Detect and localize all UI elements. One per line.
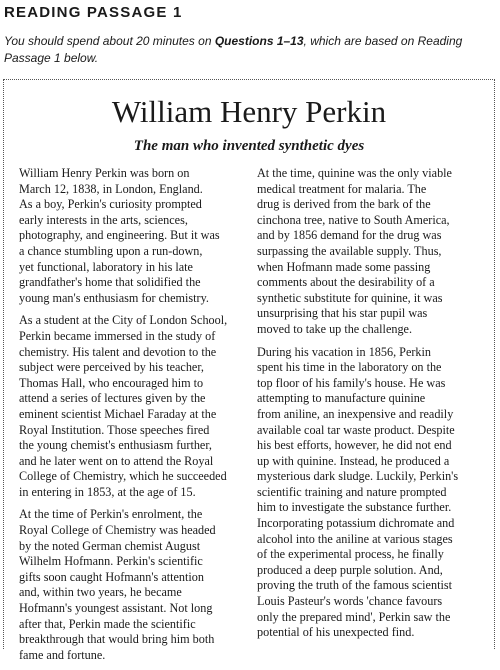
paragraph-line: alcohol into the aniline at various stages bbox=[257, 531, 453, 546]
paragraph-line: proving the truth of the famous scientist bbox=[257, 578, 452, 593]
paragraph-line: produced a deep purple solution. And, bbox=[257, 562, 443, 577]
right-column bbox=[257, 166, 489, 648]
paragraph-line: photography, and engineering. But it was bbox=[19, 228, 220, 243]
passage-subtitle: The man who invented synthetic dyes bbox=[133, 138, 365, 154]
paragraph-line: from aniline, an inexpensive and readily bbox=[257, 406, 454, 421]
paragraph-line: scientific training and nature prompted bbox=[257, 484, 447, 499]
paragraph-line: of the experimental process, he finally bbox=[257, 547, 444, 562]
paragraph-line: Louis Pasteur's words 'chance favours bbox=[257, 594, 443, 609]
paragraph-line: available coal tar waste product. Despite bbox=[257, 422, 455, 437]
paragraph-line: up with quinine. Instead, he produced a bbox=[257, 453, 450, 468]
paragraph-line: March 12, 1838, in London, England. bbox=[19, 181, 203, 196]
passage-box bbox=[3, 79, 495, 662]
paragraph-line: top floor of his family's house. He was bbox=[257, 375, 446, 390]
left-column bbox=[19, 166, 252, 670]
paragraph-line: During his vacation in 1856, Perkin bbox=[257, 344, 431, 359]
paragraph bbox=[19, 313, 252, 500]
paragraph-line: Wilhelm Hofmann. Perkin's scientific bbox=[19, 554, 203, 569]
paragraph-line: mysterious dark sludge. Luckily, Perkin's bbox=[257, 469, 459, 484]
paragraph-line: comments about the desirability of a bbox=[257, 275, 435, 290]
instructions-after: , which are based on Reading bbox=[303, 34, 463, 48]
section-heading: READING PASSAGE 1 bbox=[4, 4, 183, 21]
paragraph-line: Thomas Hall, who encouraged him to bbox=[19, 375, 204, 390]
paragraph-line: Hofmann's youngest assistant. Not long bbox=[19, 601, 213, 616]
paragraph-line: At the time, quinine was the only viable bbox=[257, 166, 452, 180]
paragraph-line: early interests in the arts, sciences, bbox=[19, 212, 188, 227]
paragraph-line: medical treatment for malaria. The bbox=[257, 181, 427, 196]
paragraph-line: Perkin became immersed in the study of bbox=[19, 328, 216, 343]
paragraph-line: him to investigate the substance further. bbox=[257, 500, 452, 515]
paragraph-line: breakthrough that would bring him both bbox=[19, 632, 215, 647]
paragraph-line: eminent scientist Michael Faraday at the bbox=[19, 406, 217, 421]
paragraph-line: after that, Perkin made the scientific bbox=[19, 616, 196, 631]
paragraph-line: his best efforts, however, he did not end bbox=[257, 438, 452, 453]
paragraph-line: unsurprising that his star pupil was bbox=[257, 306, 428, 321]
paragraph bbox=[19, 166, 252, 306]
paragraph-line: gifts soon caught Hofmann's attention bbox=[19, 569, 204, 584]
paragraph-line: only the prepared mind', Perkin saw the bbox=[257, 609, 451, 624]
paragraph-line: chemistry. His talent and devotion to the bbox=[19, 344, 217, 359]
paragraph-line: At the time of Perkin's enrolment, the bbox=[19, 507, 203, 522]
instructions-questions: Questions 1–13 bbox=[214, 34, 304, 48]
paragraph-line: As a boy, Perkin's curiosity prompted bbox=[19, 197, 202, 212]
paragraph-line: College of Chemistry, which he succeeded bbox=[19, 469, 227, 484]
paragraph-line: when Hofmann made some passing bbox=[257, 259, 431, 274]
paragraph-line: As a student at the City of London School, bbox=[19, 313, 228, 328]
instructions-before: You should spend about 20 minutes on bbox=[4, 34, 215, 48]
paragraph bbox=[257, 166, 489, 338]
paragraph-line: and he later went on to attend the Royal bbox=[19, 453, 214, 468]
paragraph-line: Incorporating potassium dichromate and bbox=[257, 516, 455, 531]
paragraph-line: the young chemist's enthusiasm further, bbox=[19, 438, 212, 453]
paragraph-line: attend a series of lectures given by the bbox=[19, 391, 206, 406]
paragraph-line: a chance stumbling upon a run-down, bbox=[19, 243, 203, 258]
paragraph-line: moved to take up the challenge. bbox=[257, 321, 412, 336]
paragraph-line: potential of his unexpected find. bbox=[257, 625, 415, 640]
paragraph-line: and by 1856 demand for the drug was bbox=[257, 228, 442, 243]
paragraph-line: synthetic substitute for quinine, it was bbox=[257, 290, 443, 305]
paragraph-line: yet functional, laboratory in his late bbox=[19, 259, 193, 274]
paragraph-line: surpassing the available supply. Thus, bbox=[257, 243, 442, 258]
paragraph-line: in entering in 1853, at the age of 15. bbox=[19, 484, 196, 499]
paragraph-line: cinchona tree, native to South America, bbox=[257, 212, 450, 227]
instructions bbox=[4, 33, 496, 67]
paragraph bbox=[257, 345, 489, 641]
paragraph-line: grandfather's home that solidified the bbox=[19, 275, 201, 290]
paragraph-line: drug is derived from the bark of the bbox=[257, 197, 431, 212]
paragraph-line: Royal College of Chemistry was headed bbox=[19, 523, 216, 538]
instructions-line2: Passage 1 below. bbox=[4, 51, 99, 65]
paragraph-line: young man's enthusiasm for chemistry. bbox=[19, 290, 209, 305]
paragraph-line: Royal Institution. Those speeches fired bbox=[19, 422, 210, 437]
paragraph-line: attempting to manufacture quinine bbox=[257, 391, 426, 406]
paragraph-line: spent his time in the laboratory on the bbox=[257, 360, 442, 375]
paragraph-line: William Henry Perkin was born on bbox=[19, 166, 190, 180]
paragraph-line: fame and fortune. bbox=[19, 647, 106, 662]
paragraph-line: by the noted German chemist August bbox=[19, 538, 201, 553]
passage-title: William Henry Perkin bbox=[111, 94, 387, 129]
paragraph bbox=[19, 507, 252, 663]
paragraph-line: subject were perceived by his teacher, bbox=[19, 360, 204, 375]
paragraph-line: and, within two years, he became bbox=[19, 585, 182, 600]
